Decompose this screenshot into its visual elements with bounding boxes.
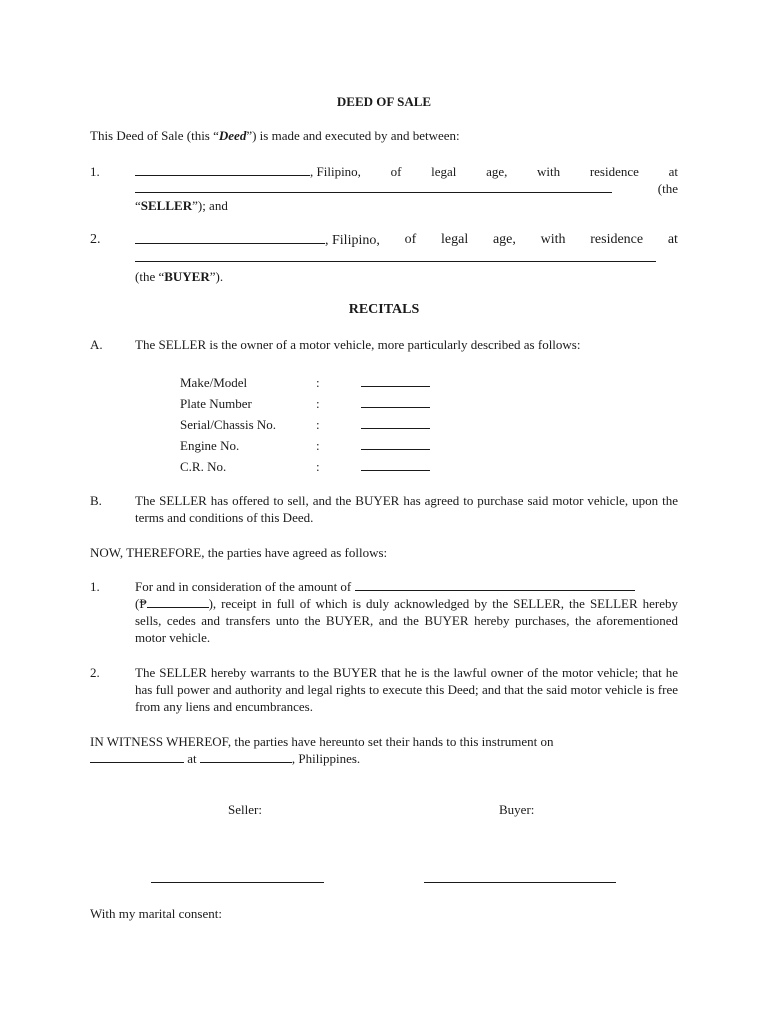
party2-close: ”). (209, 269, 224, 284)
recitals-heading: RECITALS (348, 302, 420, 317)
party2-the-open: (the “ (135, 269, 165, 284)
party2-number: 2. (90, 232, 101, 247)
recital-a-letter: A. (90, 337, 103, 352)
party2-name-blank[interactable] (135, 231, 325, 244)
party2-line3 (135, 268, 223, 285)
witness-line1: IN WITNESS WHEREOF, the parties have hereunto set their hands to this instrument on (90, 734, 554, 749)
party1-residence-blank[interactable] (135, 180, 612, 193)
party1-the: (the (657, 181, 678, 196)
party2-word-residence: residence (590, 232, 644, 247)
clause1-body (135, 595, 678, 646)
field-colon: : (316, 396, 320, 411)
party2-word-with: with (540, 232, 566, 247)
recital-a-text: The SELLER is the owner of a motor vehicle, more particularly described as follows: (135, 337, 581, 352)
clause1-number: 1. (90, 579, 100, 594)
clause1-consideration: For and in consideration of the amount of (135, 579, 352, 594)
recital-b-letter: B. (90, 493, 102, 508)
party2-word-of: of (404, 232, 417, 247)
party1-number: 1. (90, 164, 100, 179)
buyer-signature-line[interactable] (424, 870, 616, 883)
party2-buyer-term: BUYER (164, 269, 210, 284)
clause1-peso-blank[interactable] (147, 595, 209, 608)
field-label-serial-chassis: Serial/Chassis No. (180, 417, 277, 432)
field-colon: : (316, 375, 320, 390)
now-therefore: NOW, THEREFORE, the parties have agreed as follows: (90, 545, 388, 560)
intro-post: ”) is made and executed by and between: (246, 128, 460, 143)
clause1-rest: ), receipt in full of which is duly acknowledged by the SELLER, the SELLER hereby sells, cedes and transfers unto the BUYER, and the BUYER hereby purchases, the aforementioned motor vehicle. (135, 596, 678, 645)
party1-name-group (135, 163, 361, 180)
party1-filipino: , Filipino, (310, 164, 361, 179)
marital-consent: With my marital consent: (90, 906, 222, 921)
clause1-peso-open: (₱ (135, 596, 147, 611)
witness-at: at (187, 751, 197, 766)
party1-line2 (135, 180, 678, 197)
witness-place-blank[interactable] (200, 750, 292, 763)
party1-open-quote: “ (135, 198, 141, 213)
intro-pre: This Deed of Sale (this “ (90, 128, 219, 143)
party1-word-with: with (537, 164, 561, 179)
party2-word-legal: legal (441, 232, 469, 247)
intro-term-deed: Deed (218, 128, 247, 143)
party2-word-at: at (667, 232, 678, 247)
seller-signature-label: Seller: (228, 802, 262, 817)
party1-word-residence: residence (589, 164, 639, 179)
clause1-line1 (135, 578, 635, 595)
party2-filipino: , Filipino, (325, 233, 380, 248)
intro-paragraph (90, 127, 460, 144)
field-colon: : (316, 459, 320, 474)
clause2-text: The SELLER hereby warrants to the BUYER that he is the lawful owner of the motor vehicle; that he has full power and authority and legal rights to execute this Deed; and that the said motor vehicle is free from any liens and encumbrances. (135, 665, 678, 714)
field-blank-serial-chassis[interactable] (361, 416, 430, 429)
field-blank-engine-no[interactable] (361, 437, 430, 450)
party1-seller-term: SELLER (140, 198, 193, 213)
witness-date-blank[interactable] (90, 750, 184, 763)
party2-line2 (135, 249, 656, 266)
party1-line3 (135, 197, 228, 214)
party2-word-age: age, (492, 232, 516, 247)
field-label-plate-number: Plate Number (180, 396, 252, 411)
field-blank-make-model[interactable] (361, 374, 430, 387)
party2-residence-blank[interactable] (135, 249, 656, 262)
field-label-engine-no: Engine No. (180, 438, 240, 453)
party1-name-blank[interactable] (135, 163, 310, 176)
field-colon: : (316, 438, 320, 453)
witness-philippines: , Philippines. (291, 751, 361, 766)
recital-b-text: The SELLER has offered to sell, and the BUYER has agreed to purchase said motor vehicle, upon the terms and conditions of this Deed. (135, 493, 678, 525)
seller-signature-line[interactable] (151, 870, 324, 883)
party1-word-at: at (668, 164, 678, 179)
party1-word-legal: legal (431, 164, 457, 179)
field-label-cr-no: C.R. No. (180, 459, 227, 474)
field-colon: : (316, 417, 320, 432)
party1-and: ”); and (192, 198, 228, 213)
party2-line1 (135, 231, 678, 249)
buyer-signature-label: Buyer: (499, 802, 535, 817)
field-label-make-model: Make/Model (180, 375, 248, 390)
party2-name-group (135, 231, 380, 249)
field-blank-cr-no[interactable] (361, 458, 430, 471)
party1-line1 (135, 163, 678, 180)
document-title: DEED OF SALE (336, 94, 432, 109)
field-blank-plate-number[interactable] (361, 395, 430, 408)
witness-line2 (90, 750, 360, 767)
party1-word-of: of (390, 164, 402, 179)
party1-word-age: age, (486, 164, 508, 179)
clause2-number: 2. (90, 665, 100, 680)
clause1-amount-blank[interactable] (355, 578, 635, 591)
